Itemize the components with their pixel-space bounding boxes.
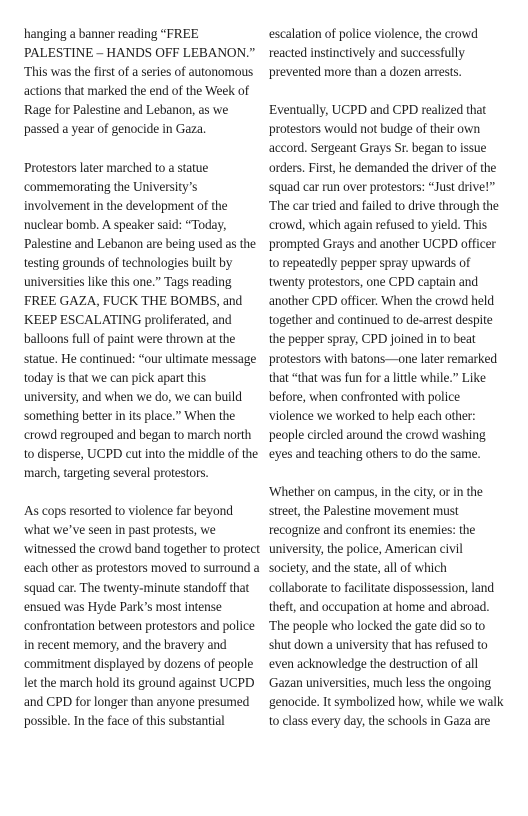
paragraph: As cops resorted to violence far beyond what we’ve seen in past protests, we witnessed the crowd band together to protect each other as protestors moved to surround a squad car. The twenty-minute standoff that ensued was Hyde Park’s most intense confrontation between protestors and police in recent memory, and the bravery and commitment displayed by dozens of people let the march hold its ground against UCPD and CPD for longer than anyone presumed possible. In the face of this substantial [24, 503, 260, 729]
paragraph: Whether on campus, in the city, or in the street, the Palestine movement must recognize and confront its enemies: the university, the police, American civil society, and the state, all of which collaborate to facilitate dispossession, land theft, and occupation at home and abroad. The people who locked the gate did so to shut down a university that has refused to even acknowledge the destruction of all Gazan universities, much less the ongoing genocide. It symbolized how, while we walk to class every day, the schools in Gaza are [269, 484, 504, 729]
paragraph: Protestors later marched to a statue commemorating the University’s involvement in the development of the nuclear bomb. A speaker said: “Today, Palestine and Lebanon are being used as the testing grounds of technologies built by universities like this one.” Tags reading FREE GAZA, FUCK THE BOMBS, and KEEP ESCALATING proliferated, and balloons full of paint were thrown at the statue. He continued: “our ultimate message today is that we can pick apart this university, and when we do, we can build something better in its place.” When the crowd regrouped and began to march north to disperse, UCPD cut into the middle of the march, targeting several protestors. [24, 159, 258, 481]
right-column [269, 24, 505, 730]
paragraph: hanging a banner reading “FREE PALESTINE – HANDS OFF LEBANON.” This was the first of a series of autonomous actions that marked the end of the Week of Rage for Palestine and Lebanon, as we passed a year of genocide in Gaza. [24, 26, 256, 137]
paragraph: Eventually, UCPD and CPD realized that protestors would not budge of their own accord. Sergeant Grays Sr. began to issue orders. First, he demanded the driver of the squad car run over protestors: “Just drive!” The car tried and failed to drive through the crowd, which again refused to yield. This prompted Grays and another UCPD officer to repeatedly pepper spray upwards of twenty protestors, one CPD captain and another CPD officer. When the crowd held together and continued to de-arrest despite the pepper spray, CPD joined in to beat protestors with batons—one later remarked that “that was fun for a little while.” Like before, when confronted with police violence we worked to help each other: people circled around the crowd washing eyes and teaching others to do the same. [269, 102, 499, 461]
left-column [24, 24, 260, 730]
paragraph: escalation of police violence, the crowd reacted instinctively and successfully prevented more than a dozen arrests. [269, 26, 478, 80]
